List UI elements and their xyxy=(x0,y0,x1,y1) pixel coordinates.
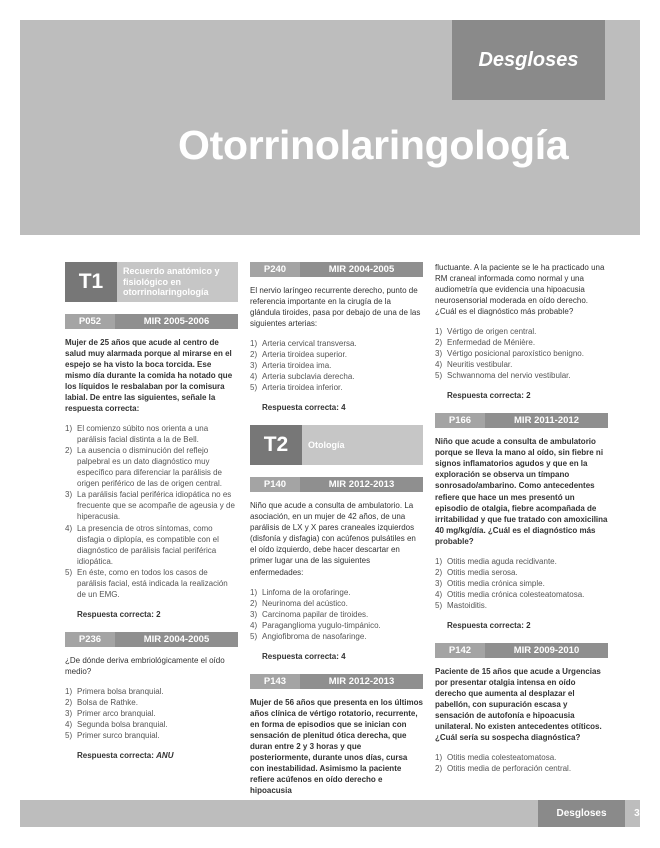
option-item: 4) Paraganglioma yugulo-timpánico. xyxy=(250,620,381,630)
option-item: 2) Otitis media serosa. xyxy=(435,567,518,577)
option-item: 5) Mastoiditis. xyxy=(435,600,488,610)
option-item: 2) Enfermedad de Ménière. xyxy=(435,338,536,348)
option-item: 3) Otitis media crónica simple. xyxy=(435,578,545,588)
correct-answer: Respuesta correcta: 2 xyxy=(447,620,531,630)
options-list xyxy=(435,752,608,774)
correct-answer: Respuesta correcta: 4 xyxy=(262,651,346,661)
question-source: MIR 2011-2012 xyxy=(485,413,608,428)
option-item: 3) Arteria tiroidea ima. xyxy=(250,361,332,371)
question-stem: Niño que acude a consulta de ambulatorio porque se lleva la mano al oído, sin fiebre ni signos inflamatorios agudos y que en la exploración se observa un tímpano sonrosado/ambarino. Como antecedentes refiere que hace un mes presentó un episodio de otalgia, fiebre acompañada de irritabilidad y que fue tratado con amoxicilina 40 mg/kg/día. ¿Cuál es el diagnóstico más probable? xyxy=(435,437,608,546)
question-id: P142 xyxy=(448,644,472,656)
option-item: 5) Schwannoma del nervio vestibular. xyxy=(435,371,571,381)
option-item: 1) Primera bolsa branquial. xyxy=(65,686,164,696)
option-item: 3) Carcinoma papilar de tiroides. xyxy=(250,609,369,619)
question-header-p166 xyxy=(435,413,608,428)
question-header-p142 xyxy=(435,643,608,658)
question-header-p143 xyxy=(250,674,423,689)
option-item: 4) Otitis media crónica colesteatomatosa. xyxy=(435,589,585,599)
question-header-p052 xyxy=(65,314,238,329)
column-3 xyxy=(435,262,608,783)
topic-number: T2 xyxy=(250,425,302,465)
option-item: 4) Segunda bolsa branquial. xyxy=(65,719,168,729)
options-list xyxy=(435,556,608,611)
topic-name: Recuerdo anatómico y fisiológico en otorrinolaringología xyxy=(123,266,220,298)
option-item: 1) Arteria cervical transversa. xyxy=(250,339,357,349)
option-item: 1) Otitis media aguda recidivante. xyxy=(435,556,557,566)
question-source: MIR 2012-2013 xyxy=(300,674,423,689)
question-source: MIR 2009-2010 xyxy=(485,643,608,658)
options-list xyxy=(250,587,423,642)
option-item: 1) El comienzo súbito nos orienta a una parálisis facial distinta a la de Bell. xyxy=(65,424,209,445)
option-item: 2) Arteria tiroidea superior. xyxy=(250,350,347,360)
option-item: 2) Neurinoma del acústico. xyxy=(250,598,348,608)
question-source: MIR 2004-2005 xyxy=(115,632,238,647)
footer-label: Desgloses xyxy=(538,800,625,827)
option-item: 4) Neuritis vestibular. xyxy=(435,360,513,370)
option-item: 3) La parálisis facial periférica idiopática no es frecuente que se acompañe de ageusia y de hiperacusia. xyxy=(65,490,235,522)
column-1 xyxy=(65,262,238,773)
question-stem: Mujer de 56 años que presenta en los últimos años clínica de vértigo rotatorio, recurrente, en forma de episodios que se inician con sensación de plenitud ótica derecha, que duran entre 2 y 3 horas y que posteriormente, durante unos días, cursa con inestabilidad. Asimismo la paciente refiere acúfenos en oído derecho e hipoacusia xyxy=(250,697,423,795)
question-stem: Mujer de 25 años que acude al centro de salud muy alarmada porque al mirarse en el espejo se ha visto la boca torcida. Ese mismo día durante la comida ha notado que los líquidos le resbalaban por la comisura labial. De entre las siguientes, señale la respuesta correcta: xyxy=(65,338,233,414)
question-header-p140 xyxy=(250,477,423,492)
option-item: 1) Otitis media colesteatomatosa. xyxy=(435,753,557,763)
option-item: 1) Linfoma de la orofaringe. xyxy=(250,587,351,597)
question-stem: Niño que acude a consulta de ambulatorio. La asociación, en un mujer de 42 años, de una parálisis de LX y X pares craneales izquierdos (disfonía y disfagia) con acúfenos pulsátiles en el oído izquierdo, debe hacer descartar en primer lugar una de las siguientes enfermedades: xyxy=(250,501,416,577)
option-item: 2) La ausencia o disminución del reflejo palpebral es un dato diagnóstico muy específico para diferenciar la parálisis de origen periférico de las de origen central. xyxy=(65,446,222,489)
question-source: MIR 2005-2006 xyxy=(115,314,238,329)
topic-number: T1 xyxy=(65,262,117,302)
topic-header-t2 xyxy=(250,425,423,465)
question-id: P166 xyxy=(448,415,472,427)
correct-answer: Respuesta correcta: 4 xyxy=(262,403,346,413)
option-item: 4) Arteria subclavia derecha. xyxy=(250,372,355,382)
topic-name: Otología xyxy=(308,440,345,451)
correct-answer: Respuesta correcta: ANU xyxy=(77,750,174,760)
question-stem: El nervio laríngeo recurrente derecho, punto de referencia importante en la cirugía de la glándula tiroides, pasa por debajo de una de las siguientes arterias: xyxy=(250,286,421,329)
question-id: P052 xyxy=(78,315,102,327)
question-stem: Paciente de 15 años que acude a Urgencias por presentar otalgia intensa en oído derecho que aumenta al desplazar el pabellón, con supuración escasa y sensación de autofonía e hipoacusia unilateral. No existen antecedentes otíticos. ¿Cuál sería su sospecha diagnóstica? xyxy=(435,666,602,743)
option-item: 3) Vértigo posicional paroxístico benigno. xyxy=(435,349,584,359)
option-item: 1) Vértigo de origen central. xyxy=(435,327,537,337)
topic-header-t1 xyxy=(65,262,238,302)
page-title: Otorrinolaringología xyxy=(178,122,569,168)
question-source: MIR 2004-2005 xyxy=(300,262,423,277)
option-item: 5) Arteria tiroidea inferior. xyxy=(250,383,343,393)
options-list xyxy=(435,326,608,381)
option-item: 2) Bolsa de Rathke. xyxy=(65,697,138,707)
question-id: P140 xyxy=(263,479,287,491)
correct-answer: Respuesta correcta: 2 xyxy=(447,391,531,401)
option-item: 5) En éste, como en todos los casos de parálisis facial, está indicada la realización de un EMG. xyxy=(65,567,228,599)
option-item: 5) Angiofibroma de nasofaringe. xyxy=(250,631,367,641)
footer-bar xyxy=(20,800,651,827)
question-id: P236 xyxy=(78,633,102,645)
option-item: 4) La presencia de otros síntomas, como disfagia o diplopía, es compatible con el diagnóstico de parálisis facial periférica idiopática. xyxy=(65,523,219,566)
question-stem: ¿De dónde deriva embriológicamente el oído medio? xyxy=(65,655,225,676)
option-item: 3) Primer arco branquial. xyxy=(65,708,156,718)
question-stem-continued: fluctuante. A la paciente se le ha practicado una RM craneal informada como normal y una audiometría que evidencia una hipoacusia neurosensorial moderada en oído derecho. ¿Cuál es el diagnóstico más probable? xyxy=(435,263,605,317)
option-item: 2) Otitis media de perforación central. xyxy=(435,764,572,774)
options-list xyxy=(65,423,238,600)
correct-answer: Respuesta correcta: 2 xyxy=(77,609,161,619)
question-header-p240 xyxy=(250,262,423,277)
question-source: MIR 2012-2013 xyxy=(300,477,423,492)
column-2 xyxy=(250,262,423,805)
question-id: P240 xyxy=(263,263,287,275)
question-id: P143 xyxy=(263,675,287,687)
options-list xyxy=(250,338,423,393)
options-list xyxy=(65,686,238,741)
option-item: 5) Primer surco branquial. xyxy=(65,730,160,740)
section-tab: Desgloses xyxy=(452,20,605,100)
page-number: 381 xyxy=(634,808,651,819)
question-header-p236 xyxy=(65,632,238,647)
